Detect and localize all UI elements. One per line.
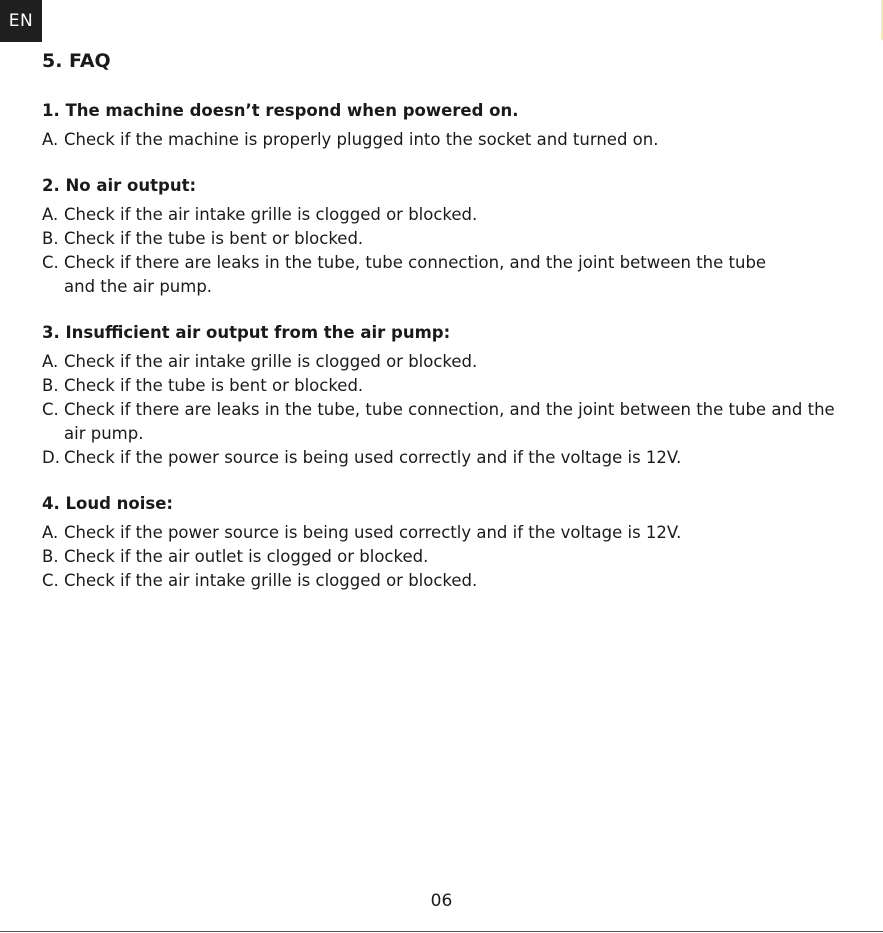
faq-question: 3. Insufficient air output from the air pump: <box>42 323 451 342</box>
faq-section-3 <box>42 322 842 470</box>
answer-letter: A. <box>42 523 59 542</box>
answer-text: Check if there are leaks in the tube, tube connection, and the joint between the tube and the air pump. <box>64 253 767 296</box>
faq-section-2 <box>42 175 842 299</box>
faq-answer-item <box>42 203 842 227</box>
faq-answer-item <box>42 545 842 569</box>
faq-answer-item <box>42 569 842 593</box>
faq-answer-item <box>42 227 842 251</box>
answer-letter: C. <box>42 400 59 419</box>
answer-text: Check if there are leaks in the tube, tube connection, and the joint between the tube and the air pump. <box>64 400 835 443</box>
language-label: EN <box>8 11 34 31</box>
faq-question: 1. The machine doesn’t respond when powered on. <box>42 101 519 120</box>
answer-letter: C. <box>42 571 59 590</box>
answer-letter: A. <box>42 352 59 371</box>
faq-answer-item <box>42 521 842 545</box>
answer-letter: B. <box>42 547 59 566</box>
language-tab <box>0 0 42 42</box>
answer-letter: B. <box>42 229 59 248</box>
bottom-divider <box>0 931 883 932</box>
answer-text: Check if the air intake grille is clogged or blocked. <box>64 571 478 590</box>
answer-text: Check if the tube is bent or blocked. <box>64 376 364 395</box>
answer-letter: C. <box>42 253 59 272</box>
answer-letter: A. <box>42 130 59 149</box>
faq-section-4 <box>42 493 842 593</box>
faq-question: 4. Loud noise: <box>42 494 173 513</box>
answer-text: Check if the power source is being used correctly and if the voltage is 12V. <box>64 448 682 467</box>
page-title: 5. FAQ <box>42 50 111 72</box>
answer-letter: D. <box>42 448 60 467</box>
faq-answer-item <box>42 251 842 299</box>
answer-text: Check if the tube is bent or blocked. <box>64 229 364 248</box>
faq-content <box>42 50 842 616</box>
answer-letter: A. <box>42 205 59 224</box>
answer-letter: B. <box>42 376 59 395</box>
answer-text: Check if the power source is being used correctly and if the voltage is 12V. <box>64 523 682 542</box>
answer-text: Check if the air intake grille is clogged or blocked. <box>64 205 478 224</box>
faq-answer-item <box>42 446 842 470</box>
faq-answer-item <box>42 398 842 446</box>
answer-text: Check if the machine is properly plugged into the socket and turned on. <box>64 130 659 149</box>
faq-answer-item <box>42 128 842 152</box>
faq-answer-item <box>42 350 842 374</box>
faq-section-1 <box>42 100 842 152</box>
answer-text: Check if the air intake grille is clogged or blocked. <box>64 352 478 371</box>
faq-answer-item <box>42 374 842 398</box>
page-number: 06 <box>430 891 453 911</box>
faq-question: 2. No air output: <box>42 176 197 195</box>
answer-text: Check if the air outlet is clogged or blocked. <box>64 547 429 566</box>
